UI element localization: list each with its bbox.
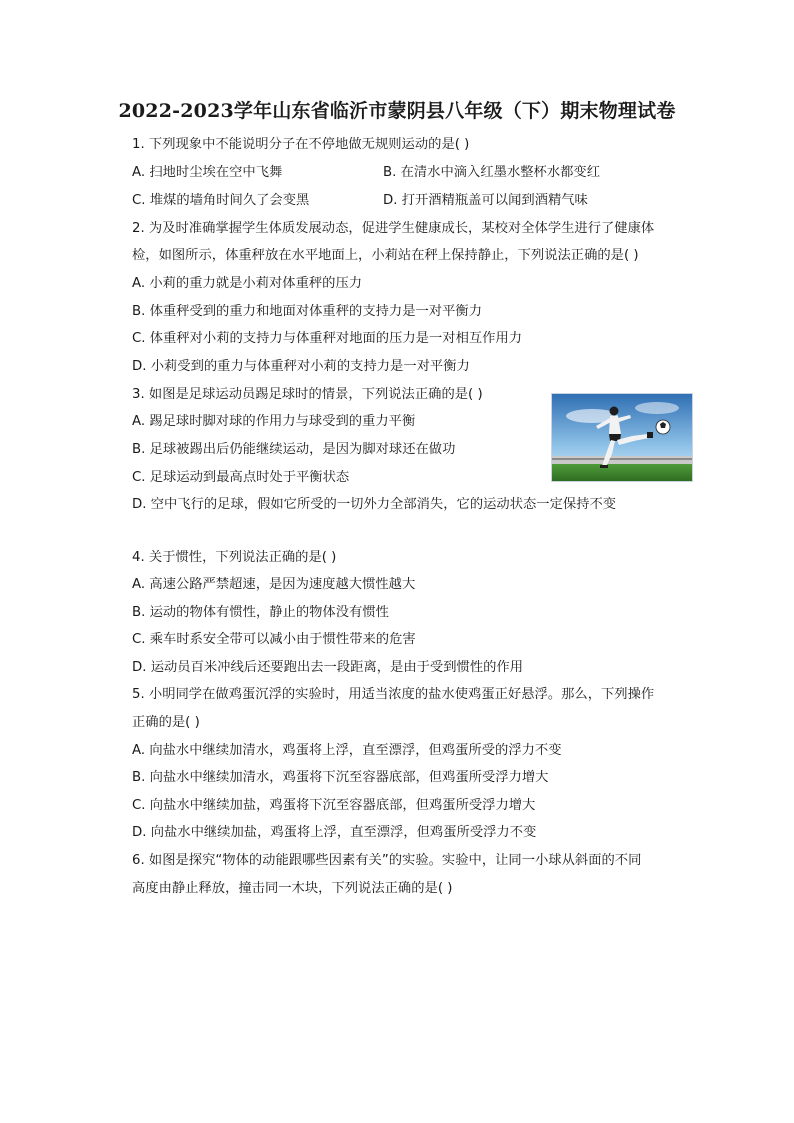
question-2-stem-line-2: 检，如图所示，体重秤放在水平地面上，小莉站在秤上保持静止，下列说法正确的是( ): [132, 248, 639, 263]
question-5-option-d: D. 向盐水中继续加盐，鸡蛋将上浮，直至漂浮，但鸡蛋所受浮力不变: [132, 825, 537, 840]
question-6-stem-line-2: 高度由静止释放，撞击同一木块，下列说法正确的是( ): [132, 881, 453, 896]
question-4-option-c: C. 乘车时系安全带可以减小由于惯性带来的危害: [132, 632, 416, 647]
question-2-option-a: A. 小莉的重力就是小莉对体重秤的压力: [132, 276, 363, 291]
question-2-option-c: C. 体重秤对小莉的支持力与体重秤对地面的压力是一对相互作用力: [132, 331, 523, 346]
question-4-option-b: B. 运动的物体有惯性，静止的物体没有惯性: [132, 605, 389, 620]
question-5-stem-line-1: 5. 小明同学在做鸡蛋沉浮的实验时，用适当浓度的盐水使鸡蛋正好悬浮。那么，下列操作: [132, 687, 655, 702]
question-5-option-b: B. 向盐水中继续加清水，鸡蛋将下沉至容器底部，但鸡蛋所受浮力增大: [132, 770, 549, 785]
question-2-option-b: B. 体重秤受到的重力和地面对体重秤的支持力是一对平衡力: [132, 304, 482, 319]
question-4-option-d: D. 运动员百米冲线后还要跑出去一段距离，是由于受到惯性的作用: [132, 660, 524, 675]
question-5-option-a: A. 向盐水中继续加清水，鸡蛋将上浮，直至漂浮，但鸡蛋所受的浮力不变: [132, 743, 562, 758]
question-5-option-c: C. 向盐水中继续加盐，鸡蛋将下沉至容器底部，但鸡蛋所受浮力增大: [132, 798, 536, 813]
question-5-stem-line-2: 正确的是( ): [132, 715, 200, 730]
exam-title: 2022-2023学年山东省临沂市蒙阴县八年级（下）期末物理试卷: [118, 100, 676, 122]
question-1-option-b: B. 在清水中滴入红墨水整杯水都变红: [383, 165, 601, 180]
question-1-option-a: A. 扫地时尘埃在空中飞舞: [132, 165, 283, 180]
question-3-option-a: A. 踢足球时脚对球的作用力与球受到的重力平衡: [132, 414, 416, 429]
question-4-stem: 4. 关于惯性，下列说法正确的是( ): [132, 550, 337, 565]
question-3-option-c: C. 足球运动到最高点时处于平衡状态: [132, 470, 350, 485]
question-1-stem: 1. 下列现象中不能说明分子在不停地做无规则运动的是( ): [132, 137, 470, 152]
question-3-option-d: D. 空中飞行的足球，假如它所受的一切外力全部消失，它的运动状态一定保持不变: [132, 497, 617, 512]
question-2-stem-line-1: 2. 为及时准确掌握学生体质发展动态，促进学生健康成长，某校对全体学生进行了健康体: [132, 221, 655, 236]
question-1-option-c: C. 堆煤的墙角时间久了会变黑: [132, 193, 310, 208]
question-3-stem: 3. 如图是足球运动员踢足球时的情景，下列说法正确的是( ): [132, 387, 483, 402]
question-3-option-b: B. 足球被踢出后仍能继续运动，是因为脚对球还在做功: [132, 442, 456, 457]
question-1-option-d: D. 打开酒精瓶盖可以闻到酒精气味: [383, 193, 588, 208]
question-4-option-a: A. 高速公路严禁超速，是因为速度越大惯性越大: [132, 577, 416, 592]
soccer-player-photo: [551, 393, 693, 482]
question-6-stem-line-1: 6. 如图是探究“物体的动能跟哪些因素有关”的实验。实验中，让同一小球从斜面的不同: [132, 853, 642, 868]
question-2-option-d: D. 小莉受到的重力与体重秤对小莉的支持力是一对平衡力: [132, 359, 470, 374]
